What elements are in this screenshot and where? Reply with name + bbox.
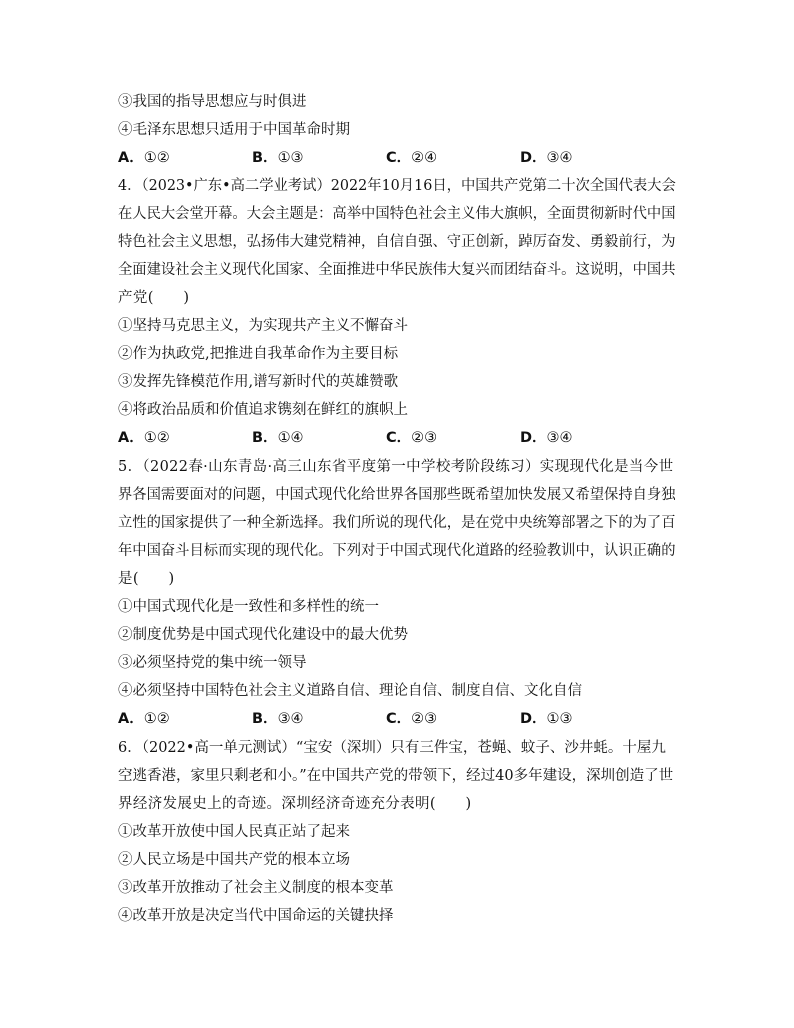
q5-stem-line: 5．（2022春·山东青岛·高三山东省平度第一中学校考阶段练习）实现现代化是当今世 [118, 459, 674, 475]
q4-option-c[interactable]: C．②③ [386, 430, 438, 446]
q4-item-4: ④将政治品质和价值追求镌刻在鲜红的旗帜上 [118, 402, 408, 418]
q4-stem-line: 4．（2023•广东•高二学业考试）2022年10月16日，中国共产党第二十次全国代表大会 [118, 178, 676, 194]
q4-option-b[interactable]: B．①④ [252, 430, 304, 446]
q3-option-a[interactable]: A．①② [118, 150, 170, 166]
q3-item-3: ③我国的指导思想应与时俱进 [118, 94, 307, 110]
q5-item-2: ②制度优势是中国式现代化建设中的最大优势 [118, 627, 408, 643]
q5-item-4: ④必须坚持中国特色社会主义道路自信、理论自信、制度自信、文化自信 [118, 683, 582, 699]
q6-item-1: ①改革开放使中国人民真正站了起来 [118, 824, 350, 840]
q3-option-c[interactable]: C．②④ [386, 150, 438, 166]
q4-item-2: ②作为执政党,把推进自我革命作为主要目标 [118, 346, 399, 362]
q5-option-b[interactable]: B．③④ [252, 711, 304, 727]
q4-stem-line: 产党( ) [118, 290, 190, 306]
q5-stem-line: 立性的国家提供了一种全新选择。我们所说的现代化，是在党中央统筹部署之下的为了百 [118, 515, 676, 531]
q6-item-3: ③改革开放推动了社会主义制度的根本变革 [118, 880, 394, 896]
q6-item-2: ②人民立场是中国共产党的根本立场 [118, 852, 350, 868]
q6-stem-line: 6．（2022•高一单元测试）“宝安（深圳）只有三件宝，苍蝇、蚊子、沙井蚝。十屋九 [118, 740, 666, 756]
q5-option-d[interactable]: D．①③ [520, 711, 573, 727]
q4-item-3: ③发挥先锋模范作用,谱写新时代的英雄赞歌 [118, 374, 399, 390]
q5-option-a[interactable]: A．①② [118, 711, 170, 727]
q3-option-b[interactable]: B．①③ [252, 150, 304, 166]
q5-stem-line: 界各国需要面对的问题，中国式现代化给世界各国那些既希望加快发展又希望保持自身独 [118, 487, 676, 503]
q4-option-d[interactable]: D．③④ [520, 430, 573, 446]
q4-stem-line: 特色社会主义思想，弘扬伟大建党精神，自信自强、守正创新，踔厉奋发、勇毅前行，为 [118, 234, 676, 250]
q4-option-a[interactable]: A．①② [118, 430, 170, 446]
q5-stem-line: 是( ) [118, 571, 175, 587]
q6-stem-line: 空逃香港，家里只剩老和小。”在中国共产党的带领下，经过40多年建设，深圳创造了世 [118, 768, 674, 784]
q4-stem-line: 全面建设社会主义现代化国家、全面推进中华民族伟大复兴而团结奋斗。这说明，中国共 [118, 262, 676, 278]
q3-option-d[interactable]: D．③④ [520, 150, 573, 166]
q5-item-1: ①中国式现代化是一致性和多样性的统一 [118, 599, 379, 615]
q4-item-1: ①坚持马克思主义，为实现共产主义不懈奋斗 [118, 318, 408, 334]
q6-stem-line: 界经济发展史上的奇迹。深圳经济奇迹充分表明( ) [118, 796, 472, 812]
q5-stem-line: 年中国奋斗目标而实现的现代化。下列对于中国式现代化道路的经验教训中，认识正确的 [118, 543, 676, 559]
q5-item-3: ③必须坚持党的集中统一领导 [118, 655, 307, 671]
q3-item-4: ④毛泽东思想只适用于中国革命时期 [118, 122, 350, 138]
q5-option-c[interactable]: C．②③ [386, 711, 438, 727]
q6-item-4: ④改革开放是决定当代中国命运的关键抉择 [118, 908, 394, 924]
q4-stem-line: 在人民大会堂开幕。大会主题是：高举中国特色社会主义伟大旗帜，全面贯彻新时代中国 [118, 206, 676, 222]
